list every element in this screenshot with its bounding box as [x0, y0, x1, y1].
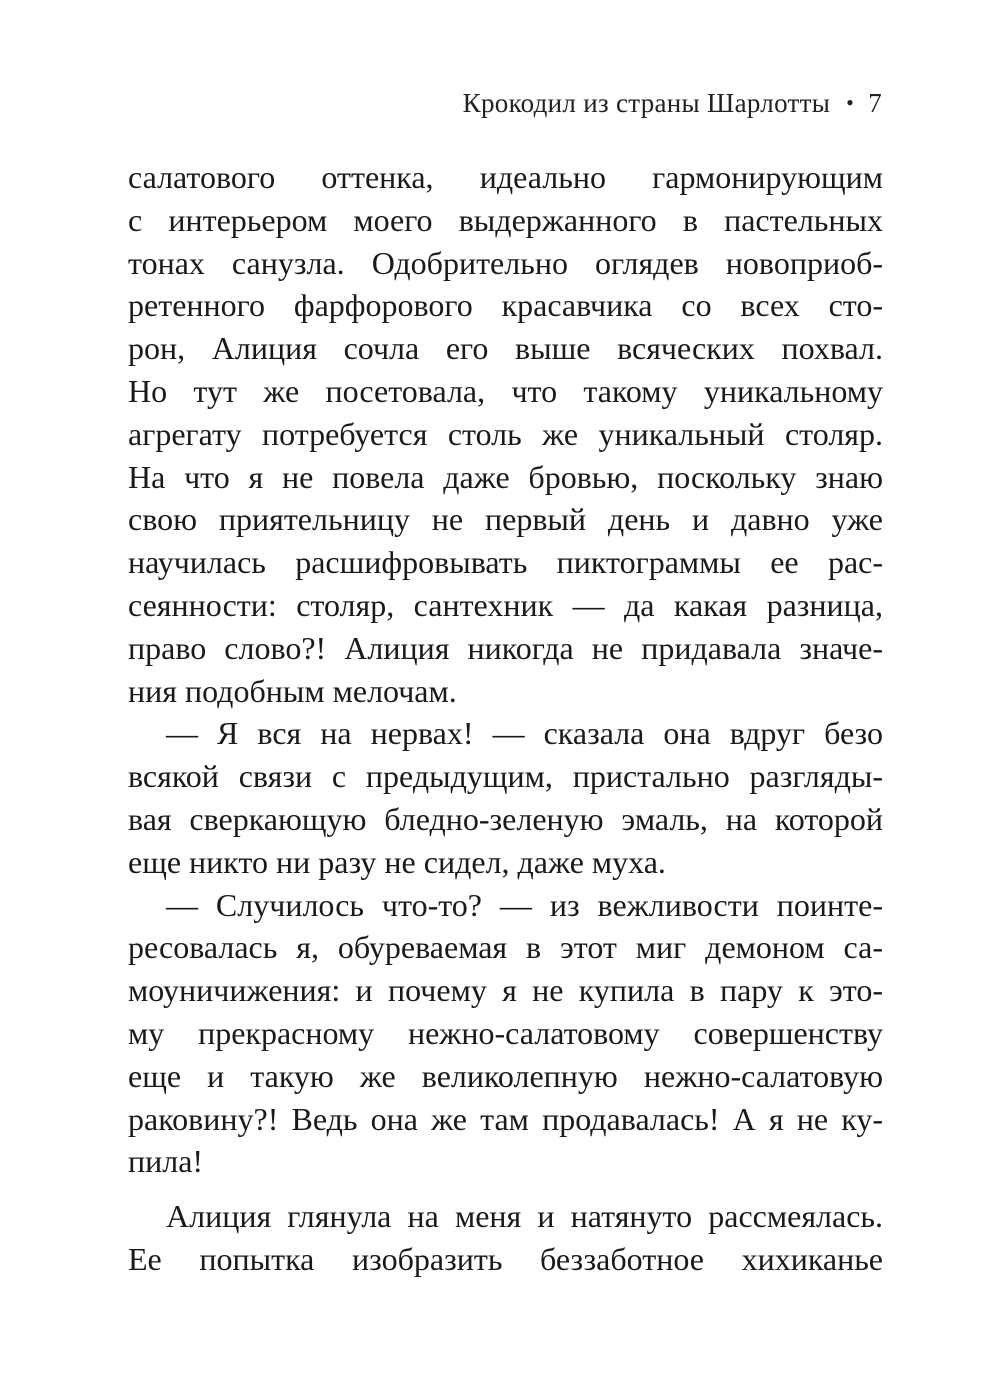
- header-separator: •: [846, 90, 855, 115]
- running-header: [463, 88, 882, 119]
- page-number: 7: [868, 88, 882, 118]
- text-line: пила!: [128, 1143, 204, 1180]
- text-line: — Случилось что-то? — из вежливости поинте-: [166, 886, 883, 923]
- text-line: научилась расшифровывать пиктограммы ее рас-: [128, 544, 883, 581]
- text-line: раковину?! Ведь она же там продавалась! А я не ку-: [128, 1100, 883, 1137]
- text-line: Алиция глянула на меня и натянуто рассмеялась.: [166, 1198, 883, 1235]
- body-text: [128, 156, 883, 1281]
- text-line: агрегату потребуется столь же уникальный столяр.: [128, 415, 883, 452]
- text-line: тонах санузла. Одобрительно оглядев новоприоб-: [128, 244, 883, 281]
- text-line: салатового оттенка, идеально гармонирующим: [128, 159, 883, 195]
- text-line: Ее попытка изобразить беззаботное хихиканье: [128, 1240, 883, 1277]
- paragraph-gap: [128, 1183, 883, 1195]
- text-line: всякой связи с предыдущим, пристально разгляды-: [128, 758, 883, 795]
- text-line: рон, Алиция сочла его выше всяческих похвал.: [128, 330, 883, 367]
- text-line: Но тут же посетовала, что такому уникальному: [128, 372, 883, 409]
- text-line: еще и такую же великолепную нежно-салатовую: [128, 1057, 883, 1094]
- text-line: еще никто ни разу не сидел, даже муха.: [128, 843, 666, 880]
- text-line: ретенного фарфорового красавчика со всех сто-: [128, 287, 883, 324]
- text-line: сеянности: столяр, сантехник — да какая разница,: [128, 586, 883, 623]
- text-line: — Я вся на нервах! — сказала она вдруг безо: [166, 715, 883, 752]
- text-line: ресовалась я, обуреваемая в этот миг демоном са-: [128, 929, 883, 966]
- text-line: моуничижения: и почему я не купила в пару к это-: [128, 972, 883, 1009]
- text-line: вая сверкающую бледно-зеленую эмаль, на которой: [128, 800, 883, 837]
- text-line: На что я не повела даже бровью, поскольку знаю: [128, 458, 883, 495]
- text-line: с интерьером моего выдержанного в пастельных: [128, 201, 883, 238]
- text-line: свою приятельницу не первый день и давно уже: [128, 501, 883, 538]
- text-line: ния подобным мелочам.: [128, 672, 457, 709]
- text-line: му прекрасному нежно-салатовому совершенству: [128, 1014, 883, 1051]
- book-title: Крокодил из страны Шарлотты: [462, 88, 831, 118]
- text-line: право слово?! Алиция никогда не придавала значе-: [128, 629, 883, 666]
